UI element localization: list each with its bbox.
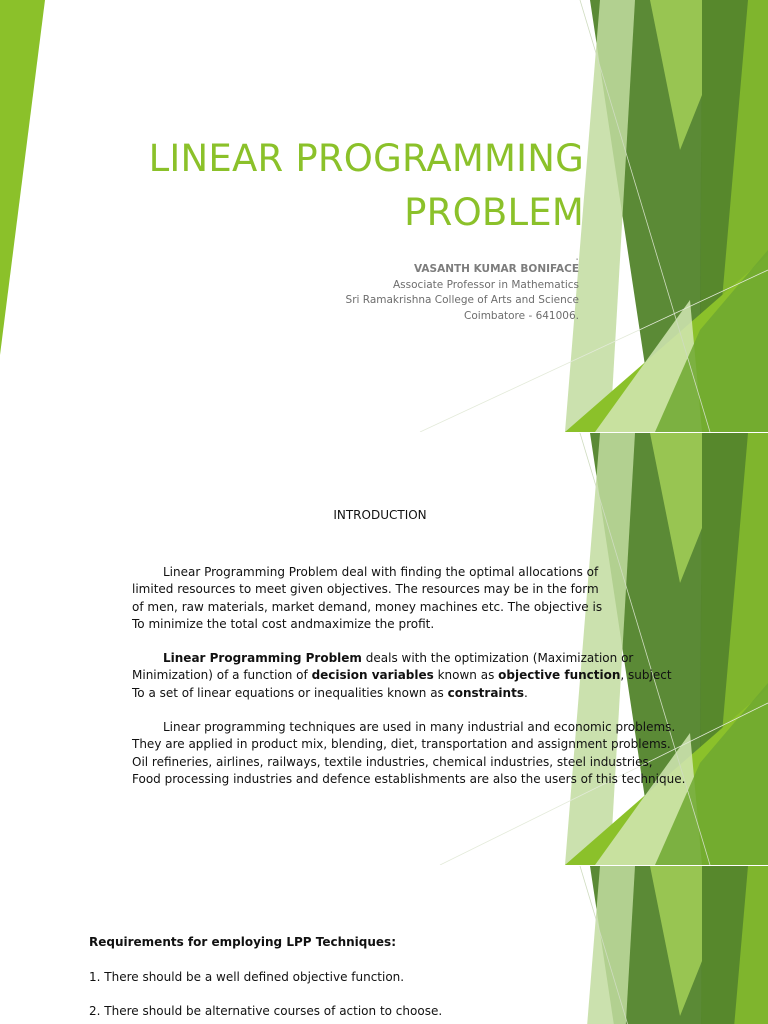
lpp-term: Linear Programming Problem [163,651,362,665]
text-line: Oil refineries, airlines, railways, textile industries, chemical industries, steel industries, [132,754,653,769]
text-line: Linear programming techniques are used in many industrial and economic problems. [163,720,676,734]
intro-paragraph-1 [132,564,752,633]
requirements-heading: Requirements for employing LPP Techniques: [89,935,396,949]
text-line: of men, raw materials, market demand, money machines etc. The objective is [132,599,603,614]
text-line [132,685,752,702]
introduction-slide [0,433,768,865]
tiny-mark: ▪ [575,257,578,261]
text-fragment: , subject [620,668,672,683]
introduction-heading: INTRODUCTION [333,508,427,522]
author-college: Sri Ramakrishna College of Arts and Science [345,294,579,306]
author-position: Associate Professor in Mathematics [393,278,579,291]
text-fragment: To a set of linear equations or inequalities known as [132,685,448,700]
presentation-title [84,132,584,240]
text-line: Food processing industries and defence establishments are also the users of this technique. [132,771,686,786]
requirements-slide [0,866,768,1024]
text-fragment: . [523,685,528,700]
requirement-item-1: 1. There should be a well defined objective function. [89,970,405,984]
author-name: VASANTH KUMAR BONIFACE [413,263,579,275]
objective-function-term: objective function [498,668,621,683]
decision-variables-term: decision variables [311,668,434,683]
constraints-term: constraints [447,685,524,700]
text-line: limited resources to meet given objectives. The resources may be in the form [132,582,599,597]
author-block [199,262,579,324]
text-line [132,650,752,667]
author-city: Coimbatore - 641006. [464,309,579,322]
left-green-sliver [0,0,45,355]
text-fragment: Minimization) of a function of [132,668,312,683]
text-line: They are applied in product mix, blending, diet, transportation and assignment problems. [132,737,671,752]
intro-paragraph-3 [132,719,752,788]
title-line-1: LINEAR PROGRAMMING [148,137,584,180]
title-line-2: PROBLEM [404,191,584,234]
green-facet-decoration [0,433,768,865]
requirement-item-2: 2. There should be alternative courses of action to choose. [89,1004,443,1018]
facet-light-1 [565,866,635,1024]
title-slide [0,0,768,432]
text-fragment: known as [433,668,499,683]
text-line: To minimize the total cost andmaximize the profit. [132,616,435,631]
text-fragment: deals with the optimization (Maximization or [361,651,634,665]
text-line [132,667,752,684]
intro-paragraph-2 [132,650,752,702]
text-line: Linear Programming Problem deal with finding the optimal allocations of [163,565,599,579]
